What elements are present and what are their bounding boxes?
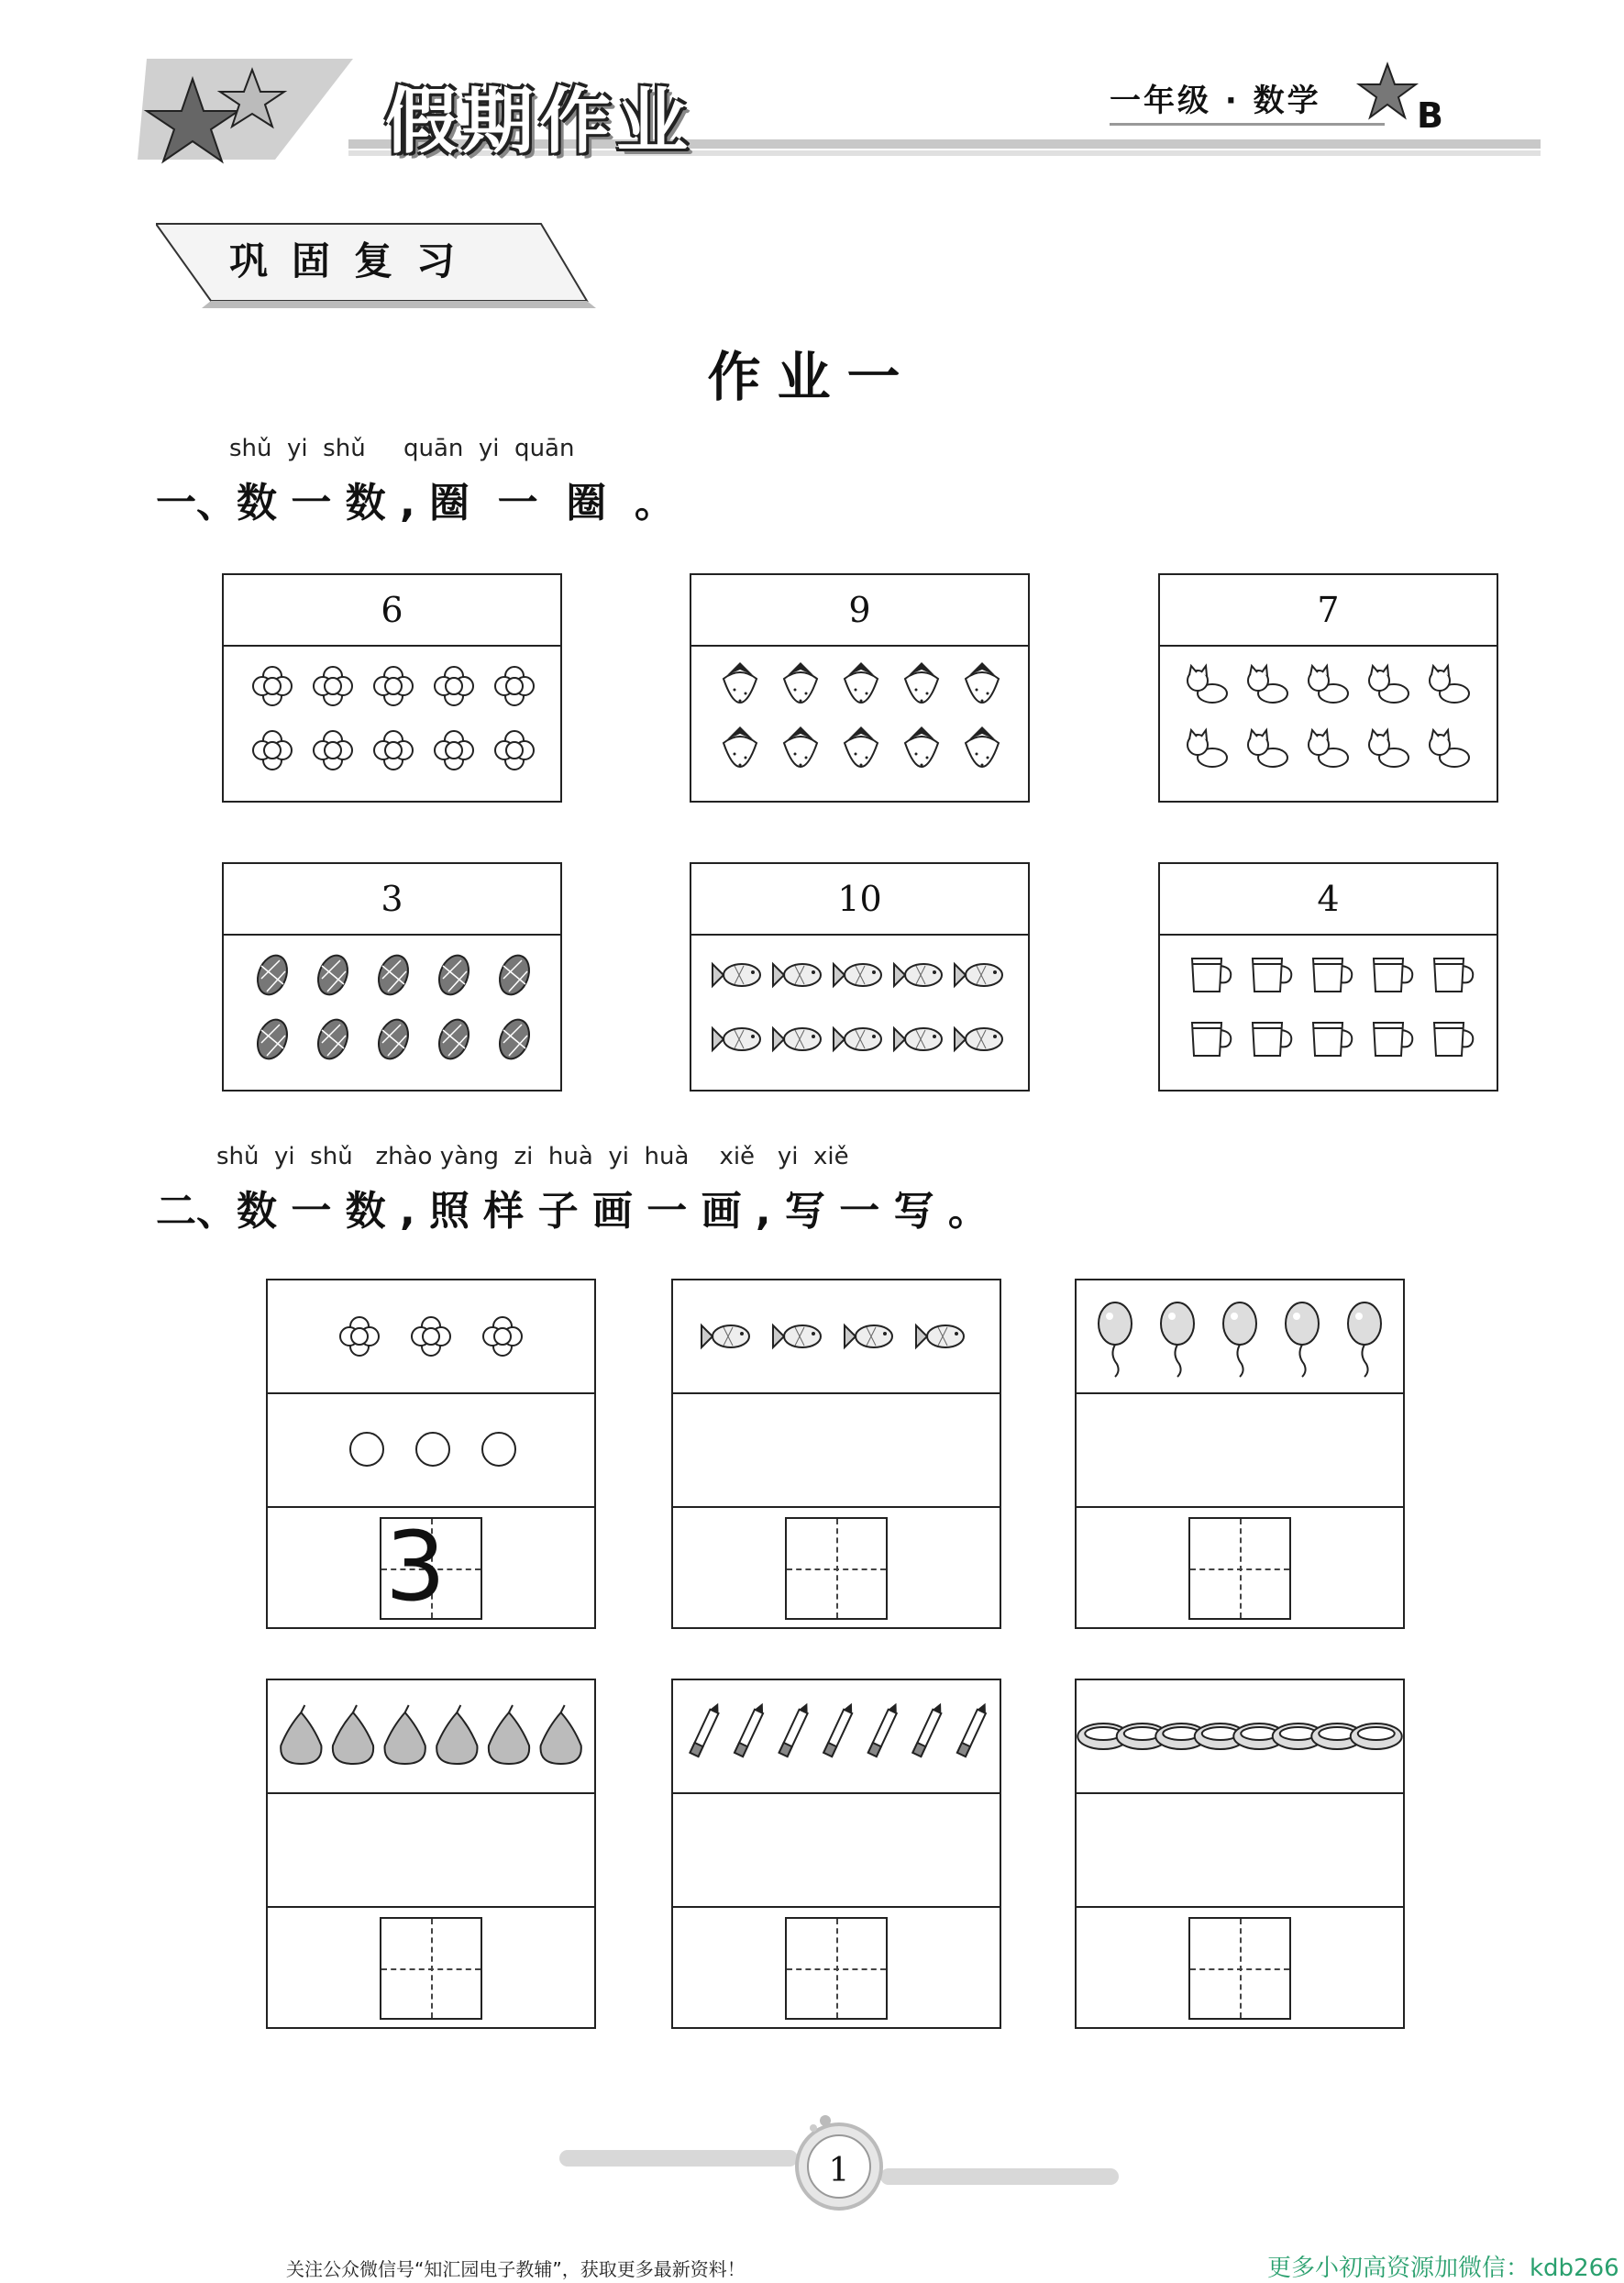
fish-icon [702,1325,749,1347]
q2-writing-row [268,1508,594,1631]
fish-icon[interactable] [955,1028,1002,1050]
strawberry-icon[interactable] [845,726,878,767]
q2-box [1075,1679,1405,2029]
fish-icon[interactable] [773,964,821,986]
pineapple-icon[interactable] [494,951,534,999]
q2-writing-row [268,1908,594,2031]
writing-grid-box[interactable] [785,1517,888,1620]
pear-icon [281,1705,321,1764]
fish-icon [916,1325,964,1347]
writing-grid-box[interactable] [380,1917,482,2020]
cup-icon[interactable] [1434,959,1473,992]
flower-icon[interactable] [495,731,534,770]
q2-writing-row [1077,1908,1403,2031]
cat-icon[interactable] [1309,666,1348,703]
q1-box [1158,573,1498,803]
cup-icon[interactable] [1253,1023,1291,1056]
pen-icon [823,1701,856,1757]
cat-icon[interactable] [1369,666,1409,703]
flower-icon [412,1317,450,1356]
pineapple-icon[interactable] [434,951,473,999]
writing-grid-box[interactable] [1188,1917,1291,2020]
cup-icon[interactable] [1192,959,1231,992]
q2-writing-row [673,1508,1000,1631]
cup-icon[interactable] [1313,959,1352,992]
pineapple-icon[interactable] [373,951,413,999]
q2-picture-row [268,1280,594,1394]
q2-box [671,1679,1001,2029]
brand-title: 假期作业 [385,81,694,163]
pineapple-icon[interactable] [494,1015,534,1063]
fish-icon[interactable] [894,1028,942,1050]
writing-grid-box[interactable] [785,1917,888,2020]
flower-icon[interactable] [314,667,352,705]
q2-picture-row [1077,1280,1403,1394]
q2-picture-row [1077,1680,1403,1794]
q2-picture-row [268,1680,594,1794]
star-badge-icon [1355,61,1420,125]
q1-target-number: 3 [224,864,560,936]
pen-icon [779,1701,812,1757]
q2-drawing-area[interactable] [268,1794,594,1908]
cat-icon[interactable] [1188,666,1227,703]
q1-target-number: 7 [1160,575,1497,647]
q2-drawing-area[interactable] [1077,1394,1403,1508]
cat-icon[interactable] [1188,730,1227,767]
cat-icon[interactable] [1430,730,1469,767]
pen-icon [868,1701,900,1757]
example-digit: 3 [385,1511,447,1623]
cat-icon[interactable] [1369,730,1409,767]
stars-logo [138,61,321,198]
q1-target-number: 6 [224,575,560,647]
example-circle [416,1433,449,1466]
q2-box [1075,1279,1405,1629]
flower-icon[interactable] [253,731,292,770]
flower-icon[interactable] [435,731,473,770]
cat-icon[interactable] [1248,730,1287,767]
q2-drawing-area[interactable] [1077,1794,1403,1908]
q1-pinyin: shǔ yi shǔ quān yi quān [229,435,575,462]
cat-icon[interactable] [1248,666,1287,703]
pen-icon [957,1701,989,1757]
pear-icon [385,1705,425,1764]
fish-icon[interactable] [773,1028,821,1050]
fish-icon [845,1325,892,1347]
flower-icon[interactable] [374,731,413,770]
cup-icon[interactable] [1313,1023,1352,1056]
pen-icon [912,1701,945,1757]
q2-box [266,1279,596,1629]
q1-box [690,573,1030,803]
pineapple-icon[interactable] [252,1015,292,1063]
balloon-icon [1099,1302,1132,1377]
q2-picture-row [673,1280,1000,1394]
balloon-icon [1161,1302,1194,1377]
pineapple-icon[interactable] [434,1015,473,1063]
pear-icon [333,1705,373,1764]
strawberry-icon[interactable] [784,662,817,703]
fish-icon[interactable] [834,1028,881,1050]
flower-icon [340,1317,379,1356]
flower-icon [483,1317,522,1356]
strawberry-icon[interactable] [845,662,878,703]
grade-subject-label: 一年级 · 数学 [1110,83,1321,119]
strawberry-icon[interactable] [724,726,757,767]
q1-box [222,862,562,1092]
fish-icon[interactable] [894,964,942,986]
writing-grid-box[interactable] [1188,1517,1291,1620]
pen-icon [735,1701,767,1757]
strawberry-icon[interactable] [724,662,757,703]
cup-icon[interactable] [1192,1023,1231,1056]
fish-icon[interactable] [955,964,1002,986]
homework-title: 作业一 [707,346,917,408]
flower-icon[interactable] [253,667,292,705]
bread-icon [1351,1723,1402,1749]
pen-icon [690,1701,722,1757]
cup-icon[interactable] [1374,1023,1412,1056]
flower-icon[interactable] [314,731,352,770]
q2-picture-row [673,1680,1000,1794]
edition-badge: B [1417,95,1443,136]
page-number: 1 [828,2152,850,2189]
q2-drawing-area[interactable] [673,1394,1000,1508]
fish-icon [773,1325,821,1347]
q2-writing-row [1077,1508,1403,1631]
cup-icon[interactable] [1374,959,1412,992]
example-circle [482,1433,515,1466]
balloon-icon [1348,1302,1381,1377]
pineapple-icon[interactable] [313,951,352,999]
writing-grid-box[interactable] [380,1511,482,1623]
fish-icon[interactable] [834,964,881,986]
cat-icon[interactable] [1309,730,1348,767]
q2-drawing-area[interactable] [268,1394,594,1508]
q1-box [690,862,1030,1092]
pear-icon [541,1705,581,1764]
flower-icon[interactable] [435,667,473,705]
q2-box [671,1279,1001,1629]
pear-icon [436,1705,477,1764]
q1-box [1158,862,1498,1092]
footer-ad: 更多小初高资源加微信：kdb266 [1267,2255,1619,2282]
q1-target-number: 10 [691,864,1028,936]
footer-note: 关注公众微信号“知汇园电子教辅”，获取更多最新资料！ [286,2258,746,2280]
q1-target-number: 4 [1160,864,1497,936]
balloon-icon [1223,1302,1256,1377]
fish-icon[interactable] [713,964,760,986]
fish-icon[interactable] [713,1028,760,1050]
header-band [138,59,1541,169]
cat-icon[interactable] [1430,666,1469,703]
q2-pinyin: shǔ yi shǔ zhào yàng zi huà yi huà xiě yi xiě [216,1143,849,1170]
q1-target-number: 9 [691,575,1028,647]
pear-icon [489,1705,529,1764]
strawberry-icon[interactable] [905,662,938,703]
pineapple-icon[interactable] [313,1015,352,1063]
q2-text: 二、数 一 数 , 照 样 子 画 一 画 , 写 一 写 。 [156,1188,989,1235]
pineapple-icon[interactable] [373,1015,413,1063]
flower-icon[interactable] [374,667,413,705]
strawberry-icon[interactable] [966,726,999,767]
q1-box [222,573,562,803]
cup-icon[interactable] [1253,959,1291,992]
balloon-icon [1286,1302,1319,1377]
strawberry-icon[interactable] [905,726,938,767]
q2-box [266,1679,596,2029]
flower-icon[interactable] [495,667,534,705]
cup-icon[interactable] [1434,1023,1473,1056]
section-label: 巩固复习 [229,238,480,283]
example-circle [350,1433,383,1466]
q2-writing-row [673,1908,1000,2031]
pineapple-icon[interactable] [252,951,292,999]
q1-text: 一、数 一 数 , 圈 一 圈 。 [156,480,675,526]
strawberry-icon[interactable] [784,726,817,767]
strawberry-icon[interactable] [966,662,999,703]
q2-drawing-area[interactable] [673,1794,1000,1908]
